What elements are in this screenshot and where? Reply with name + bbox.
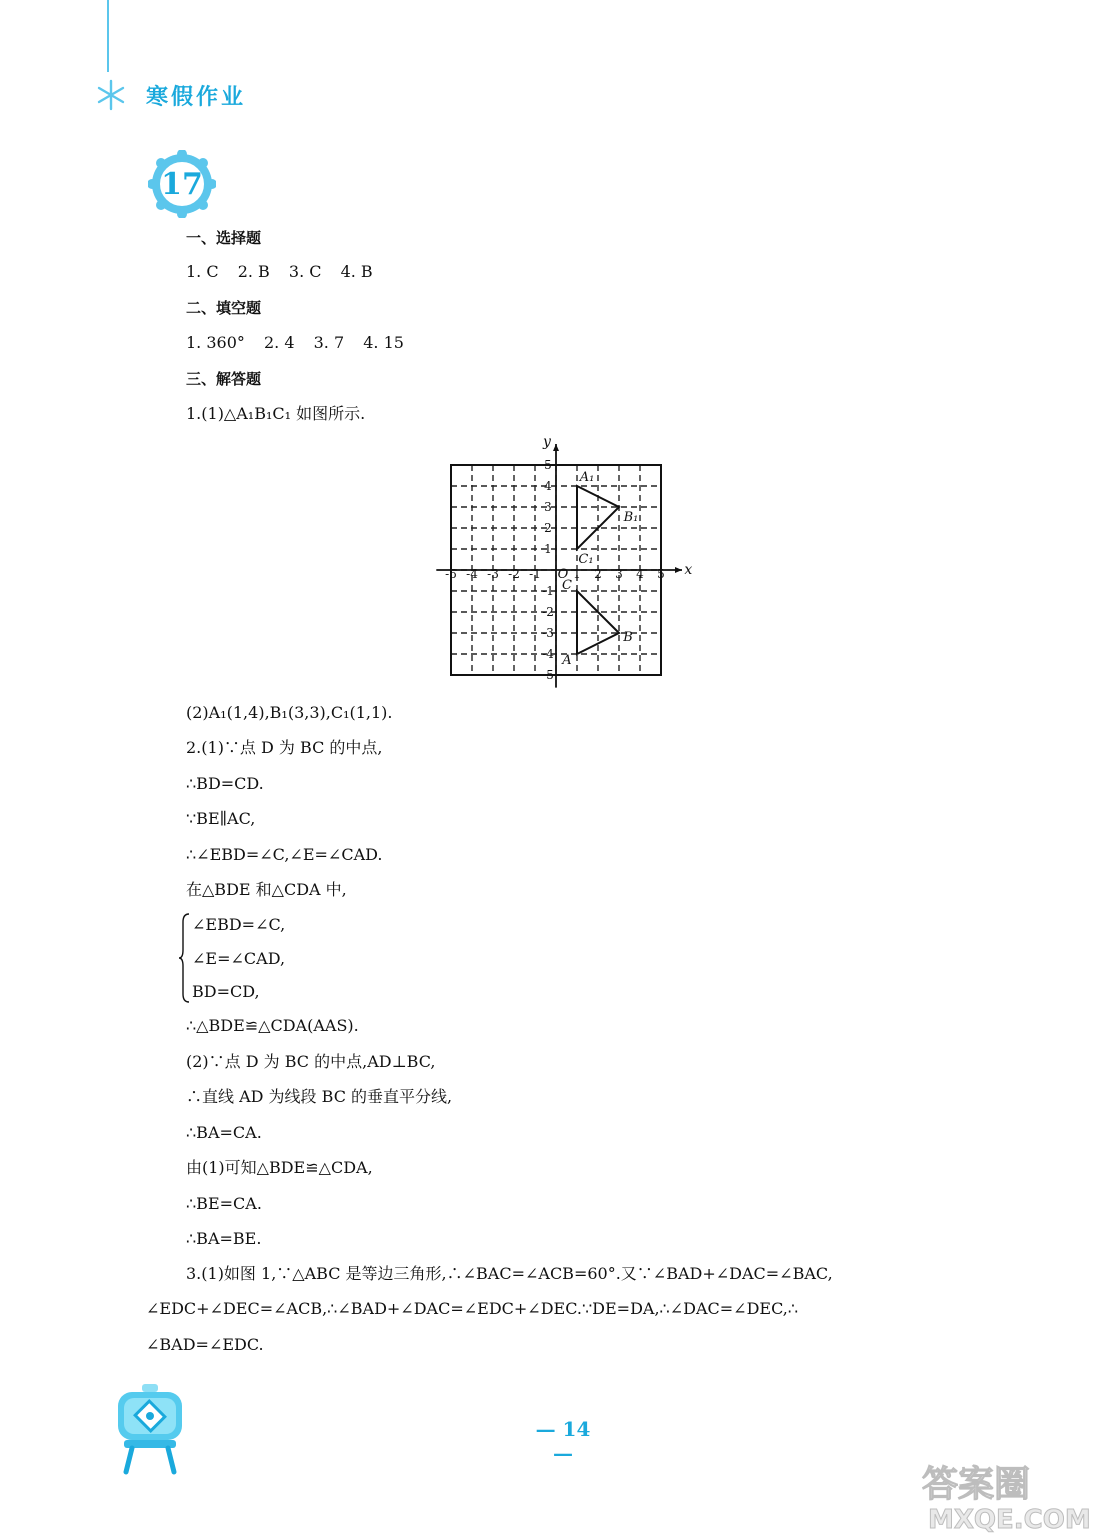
fill-answer: 1. 360°	[186, 333, 245, 352]
q2-line: (2)∵点 D 为 BC 的中点,AD⊥BC,	[186, 1052, 436, 1071]
q2-line: ∴△BDE≌△CDA(AAS).	[186, 1016, 359, 1035]
x-axis-arrow	[675, 567, 682, 573]
y-tick-label: 3	[544, 500, 552, 514]
x-tick-label: -5	[445, 567, 457, 581]
y-axis-label: y	[543, 434, 551, 450]
triangle-abc-vertex-label: A	[562, 653, 572, 668]
triangle-a1b1c1-vertex-label: B₁	[623, 510, 639, 525]
y-tick-label: 1	[544, 542, 552, 556]
q2-line: ∴BD=CD.	[186, 774, 264, 793]
x-tick-label: 1	[573, 567, 581, 581]
q2-line: ∴BE=CA.	[186, 1194, 262, 1213]
triangle-a1b1c1-vertex-label: A₁	[579, 470, 595, 485]
q2-line: ∴BA=BE.	[186, 1229, 262, 1248]
svg-text:答案圈: 答案圈	[922, 1464, 1031, 1505]
y-tick-label: -5	[542, 668, 554, 682]
y-axis-arrow	[553, 444, 559, 451]
y-tick-label: 2	[544, 521, 552, 535]
choice-answer: 2. B	[237, 262, 270, 281]
header-title: 寒假作业	[146, 85, 247, 110]
q3-line: 3.(1)如图 1,∵△ABC 是等边三角形,∴∠BAC=∠ACB=60°.又∵∠BAD+∠DAC=∠BAC,	[186, 1264, 833, 1283]
q3-line: ∠EDC+∠DEC=∠ACB,∴∠BAD+∠DAC=∠EDC+∠DEC.∵DE=DA,∴∠DAC=∠DEC,∴	[146, 1299, 799, 1318]
fill-answer: 2. 4	[263, 333, 295, 352]
x-axis-label: x	[684, 562, 693, 578]
q1-part2: (2)A₁(1,4),B₁(3,3),C₁(1,1).	[186, 703, 393, 722]
q2-line: 由(1)可知△BDE≌△CDA,	[186, 1158, 373, 1177]
q2-line: ∴∠EBD=∠C,∠E=∠CAD.	[186, 845, 383, 864]
page-number: — 14 —	[535, 1417, 591, 1465]
coordinate-graph	[426, 434, 696, 688]
fill-answer: 4. 15	[363, 333, 404, 352]
q2-line: BD=CD,	[192, 982, 260, 1001]
x-tick-label: 3	[615, 567, 623, 581]
lesson-number: 17	[161, 166, 203, 202]
choice-answer: 1. C	[186, 262, 219, 281]
x-tick-label: -1	[529, 567, 541, 581]
svg-text:MXQE.COM: MXQE.COM	[928, 1505, 1091, 1534]
header-rule	[107, 0, 109, 72]
q2-line: ∠E=∠CAD,	[192, 949, 286, 968]
section-solve-title: 三、解答题	[186, 370, 262, 388]
q2-line: ∠EBD=∠C,	[192, 915, 286, 934]
y-tick-label: -1	[542, 584, 554, 598]
triangle-abc-vertex-label: B	[623, 630, 633, 645]
q2-line: ∴直线 AD 为线段 BC 的垂直平分线,	[186, 1087, 453, 1106]
brace-icon	[178, 912, 190, 1004]
y-tick-label: -4	[542, 647, 554, 661]
fill-answers	[186, 333, 418, 353]
q2-line: 在△BDE 和△CDA 中,	[186, 880, 347, 899]
y-tick-label: 5	[544, 458, 552, 472]
origin-label: O	[557, 567, 569, 582]
x-tick-label: 2	[594, 567, 602, 581]
choice-answers	[186, 262, 387, 282]
fill-answer: 3. 7	[313, 333, 345, 352]
lantern-mascot-icon	[112, 1382, 188, 1478]
choice-answer: 4. B	[340, 262, 373, 281]
q2-line: ∴BA=CA.	[186, 1123, 262, 1142]
x-tick-label: -2	[508, 567, 520, 581]
x-tick-label: -4	[466, 567, 478, 581]
triangle-a1b1c1-vertex-label: C₁	[578, 552, 594, 567]
snowflake-icon	[94, 78, 128, 112]
x-tick-label: -3	[487, 567, 499, 581]
q2-line: 2.(1)∵点 D 为 BC 的中点,	[186, 738, 383, 757]
watermark-logo	[918, 1456, 1098, 1534]
y-tick-label: 4	[544, 479, 552, 493]
section-choice-title: 一、选择题	[186, 229, 262, 247]
y-tick-label: -3	[542, 626, 554, 640]
q1-part1: 1.(1)△A₁B₁C₁ 如图所示.	[186, 404, 366, 423]
q3-line: ∠BAD=∠EDC.	[146, 1335, 264, 1354]
triangle-abc-vertex-label: C	[562, 578, 572, 593]
y-tick-label: -2	[542, 605, 554, 619]
choice-answer: 3. C	[288, 262, 322, 281]
x-tick-label: 5	[657, 567, 665, 581]
x-tick-label: 4	[636, 567, 644, 581]
section-fill-title: 二、填空题	[186, 299, 262, 317]
q2-line: ∵BE∥AC,	[186, 809, 256, 828]
